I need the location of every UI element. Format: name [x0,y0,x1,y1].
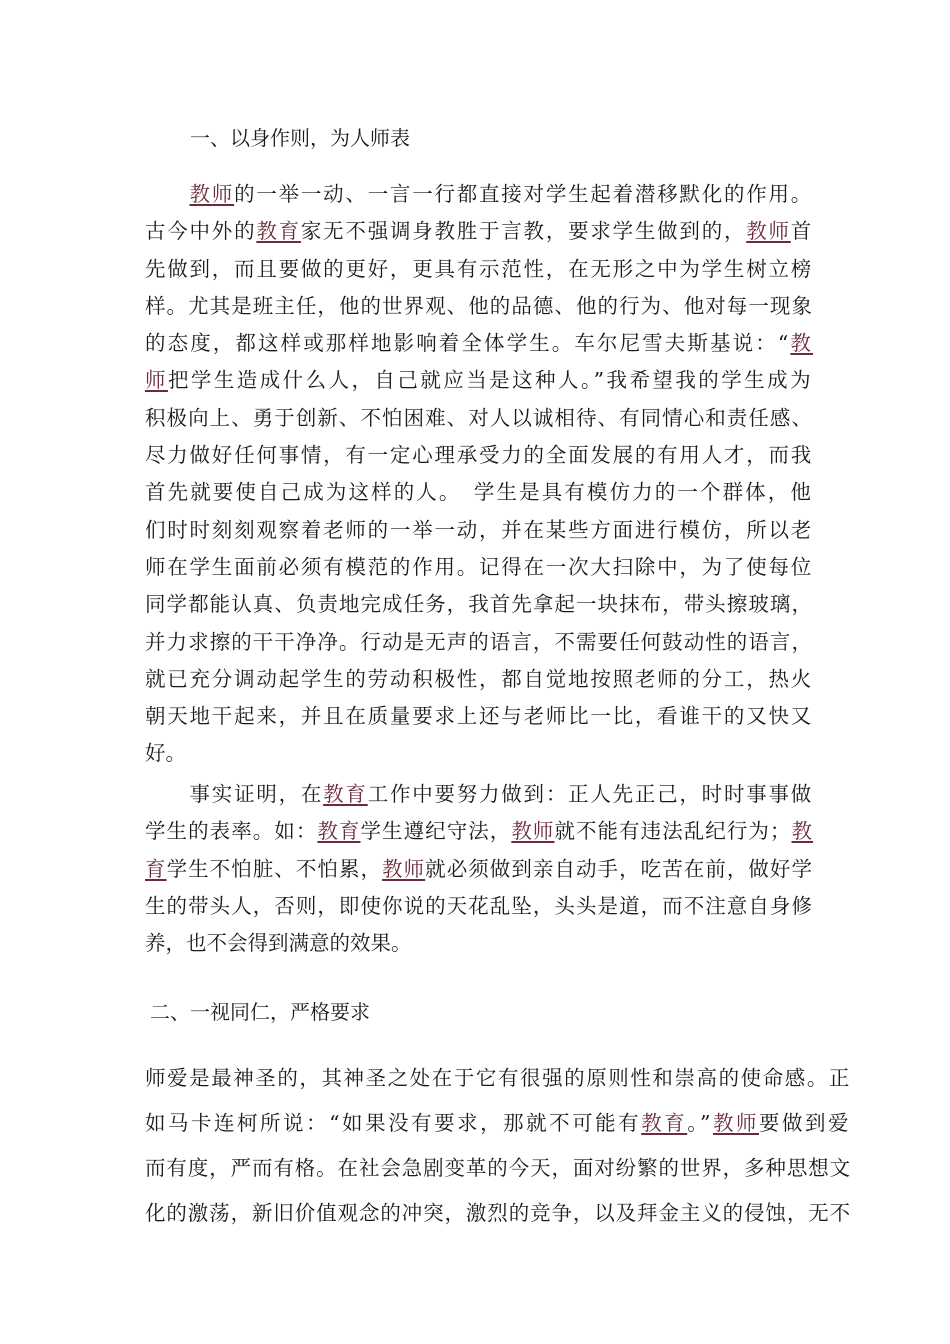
keyword-link[interactable]: 教师 [712,1111,759,1135]
text-line [145,776,813,813]
text-line [145,925,813,962]
text-run: 师在学生面前必须有模范的作用。记得在一次大扫除中，为了使每位 [145,554,813,579]
text-run: 并力求擦的干干净净。行动是无声的语言，不需要任何鼓动性的语言， [145,629,813,654]
text-line [145,176,813,213]
keyword-link[interactable]: 教师 [382,856,426,881]
text-run: 要做到爱 [759,1111,852,1135]
text-run: 就必须做到亲自动手，吃苦在前，做好学 [425,856,814,881]
text-run: 先做到，而且要做的更好，更具有示范性，在无形之中为学生树立榜 [145,256,813,281]
text-line [145,362,813,399]
text-line [145,661,813,698]
section-heading-2: 二、一视同仁，严格要求 [150,1000,370,1024]
text-line [145,851,813,888]
text-run: 同学都能认真、负责地完成任务，我首先拿起一块抹布，带头擦玻璃， [145,592,813,617]
keyword-link[interactable]: 教育 [317,819,361,844]
text-line [145,813,813,850]
keyword-link[interactable]: 教育 [256,219,301,244]
text-run: 生的带头人，否则，即使你说的天花乱坠，头头是道，而不注意自身修 [145,893,813,918]
text-run: 的态度，都这样或那样地影响着全体学生。车尔尼雪夫斯基说：“ [145,331,791,356]
text-run: 首 [790,219,814,244]
text-line [145,325,813,362]
text-line [145,1191,851,1236]
text-run: 。” [687,1111,713,1135]
text-run: 家无不强调身教胜于言教，要求学生做到的， [300,219,747,244]
text-run: 化的激荡，新旧价值观念的冲突，激烈的竞争，以及拜金主义的侵蚀，无不 [145,1201,851,1225]
text-run: 把学生造成什么人，自己就应当是这种人。”我希望我的学生成为 [167,368,814,393]
text-run: 而有度，严而有格。在社会急剧变革的今天，面对纷繁的世界，多种思想文 [145,1156,851,1180]
text-run: 首先就要使自己成为这样的人。 学生是具有模仿力的一个群体，他 [145,480,813,505]
keyword-link[interactable]: 教 [791,819,814,844]
text-run [145,182,190,206]
keyword-link[interactable]: 教师 [746,219,791,244]
text-run: 如马卡连柯所说：“如果没有要求，那就不可能有 [145,1111,642,1135]
paragraph-2 [145,776,813,962]
text-run: 师爱是最神圣的，其神圣之处在于它有很强的原则性和崇高的使命感。正 [145,1066,851,1090]
text-line [145,400,813,437]
text-line [145,1056,851,1101]
text-line [145,549,813,586]
text-line [145,213,813,250]
text-run: 学生不怕脏、不怕累， [166,856,383,881]
text-run: 就已充分调动起学生的劳动积极性，都自觉地按照老师的分工，热火 [145,666,813,691]
keyword-link[interactable]: 师 [145,368,168,393]
text-run: 学生的表率。如： [145,819,318,844]
keyword-link[interactable]: 教师 [189,182,235,206]
text-run: 古今中外的 [145,219,257,244]
keyword-link[interactable]: 教师 [511,819,555,844]
paragraph-1 [145,176,813,773]
text-line [145,251,813,288]
text-line [145,288,813,325]
text-run: 好。 [145,741,186,766]
text-line [145,437,813,474]
text-run: 养，也不会得到满意的效果。 [145,931,412,956]
text-run: 就不能有违法乱纪行为； [554,819,792,844]
text-line [145,586,813,623]
text-line [145,698,813,735]
text-run: 朝天地干起来，并且在质量要求上还与老师比一比，看谁干的又快又 [145,704,813,729]
text-line [145,1146,851,1191]
text-run: 样。尤其是班主任，他的世界观、他的品德、他的行为、他对每一现象 [145,293,813,318]
text-line [145,1101,851,1146]
keyword-link[interactable]: 教 [790,331,814,356]
text-line [145,735,813,772]
text-line [145,624,813,661]
text-line [145,888,813,925]
keyword-link[interactable]: 教育 [323,782,368,806]
text-run: 学生遵纪守法， [360,819,512,844]
keyword-link[interactable]: 育 [145,856,167,881]
section-heading-1: 一、以身作则，为人师表 [190,126,410,150]
text-line [145,512,813,549]
keyword-link[interactable]: 教育 [641,1111,688,1135]
text-run: 们时时刻刻观察着老师的一举一动，并在某些方面进行模仿，所以老 [145,517,813,542]
paragraph-3 [145,1056,851,1236]
text-run: 事实证明，在 [145,782,324,806]
text-run: 尽力做好任何事情，有一定心理承受力的全面发展的有用人才，而我 [145,443,813,468]
text-run: 的一举一动、一言一行都直接对学生起着潜移默化的作用。 [234,182,814,206]
text-line [145,474,813,511]
text-run: 积极向上、勇于创新、不怕困难、对人以诚相待、有同情心和责任感、 [145,405,813,430]
text-run: 工作中要努力做到：正人先正己，时时事事做 [367,782,814,806]
